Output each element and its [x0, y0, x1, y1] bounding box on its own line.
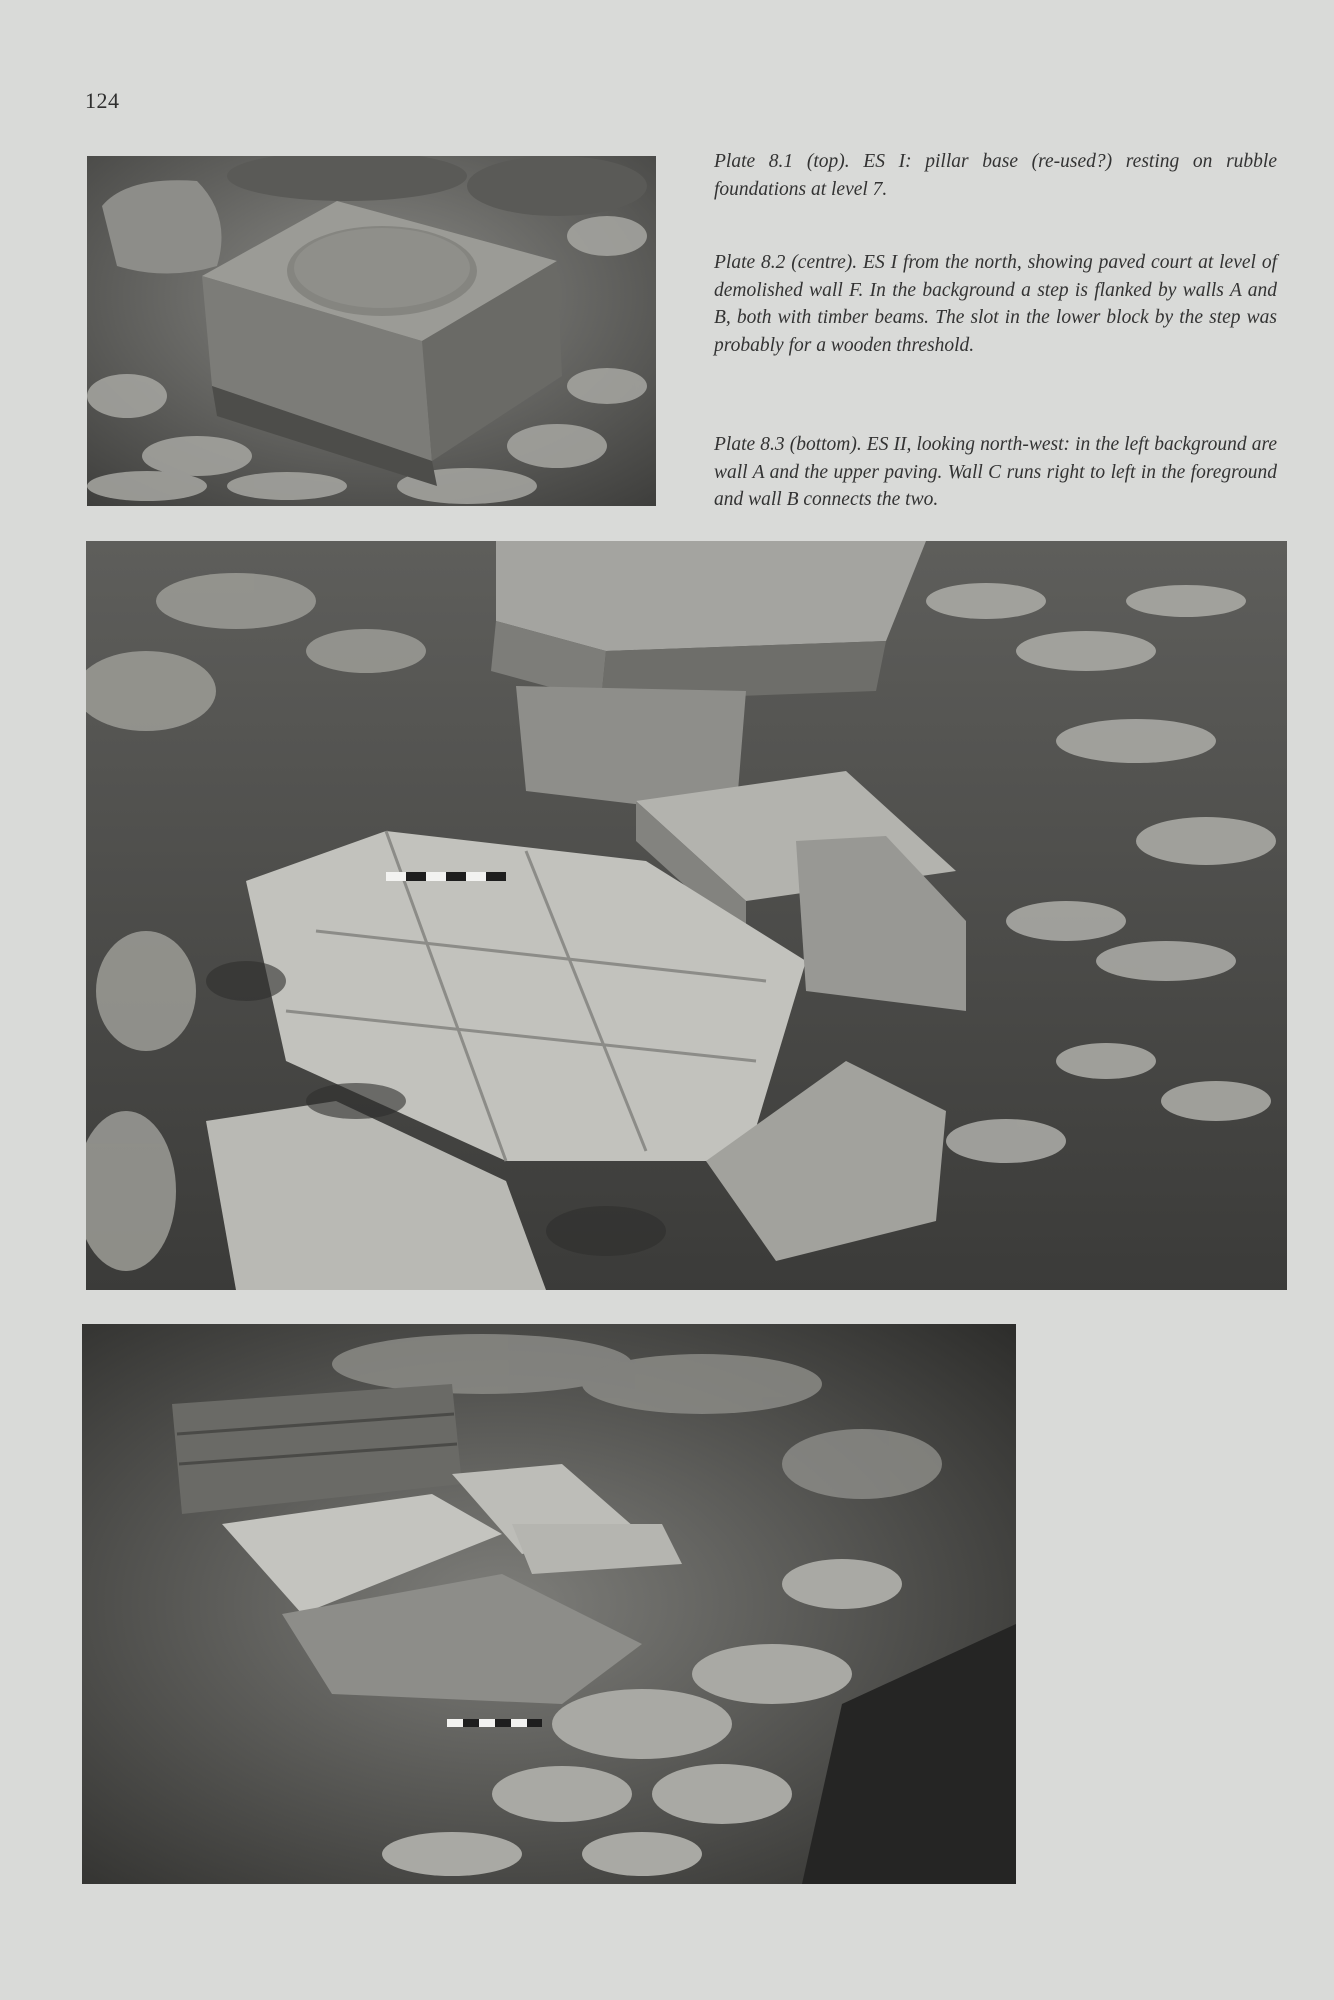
page-number: 124 [85, 88, 120, 113]
plate-8-2-caption: Plate 8.2 (centre). ES I from the north, showing paved court at level of demolished wall F. In the background a step is flanked by walls A and B, both with timber beams. The slot in the lower block by the step was probably for a wooden threshold. [714, 252, 1277, 356]
plate-8-1-photo [87, 156, 656, 506]
plate-8-2-photo [86, 541, 1287, 1290]
plate-8-1-caption: Plate 8.1 (top). ES I: pillar base (re-used?) resting on rubble foundations at level 7. [714, 151, 1277, 200]
pillar-base-photo [87, 156, 656, 506]
plate-8-3-caption: Plate 8.3 (bottom). ES II, looking north-west: in the left background are wall A and the upper paving. Wall C runs right to left in the foreground and wall B connects the two. [714, 434, 1277, 510]
plate-8-3-photo [82, 1324, 1016, 1884]
es-ii-photo [82, 1324, 1016, 1884]
paved-court-photo [86, 541, 1287, 1290]
